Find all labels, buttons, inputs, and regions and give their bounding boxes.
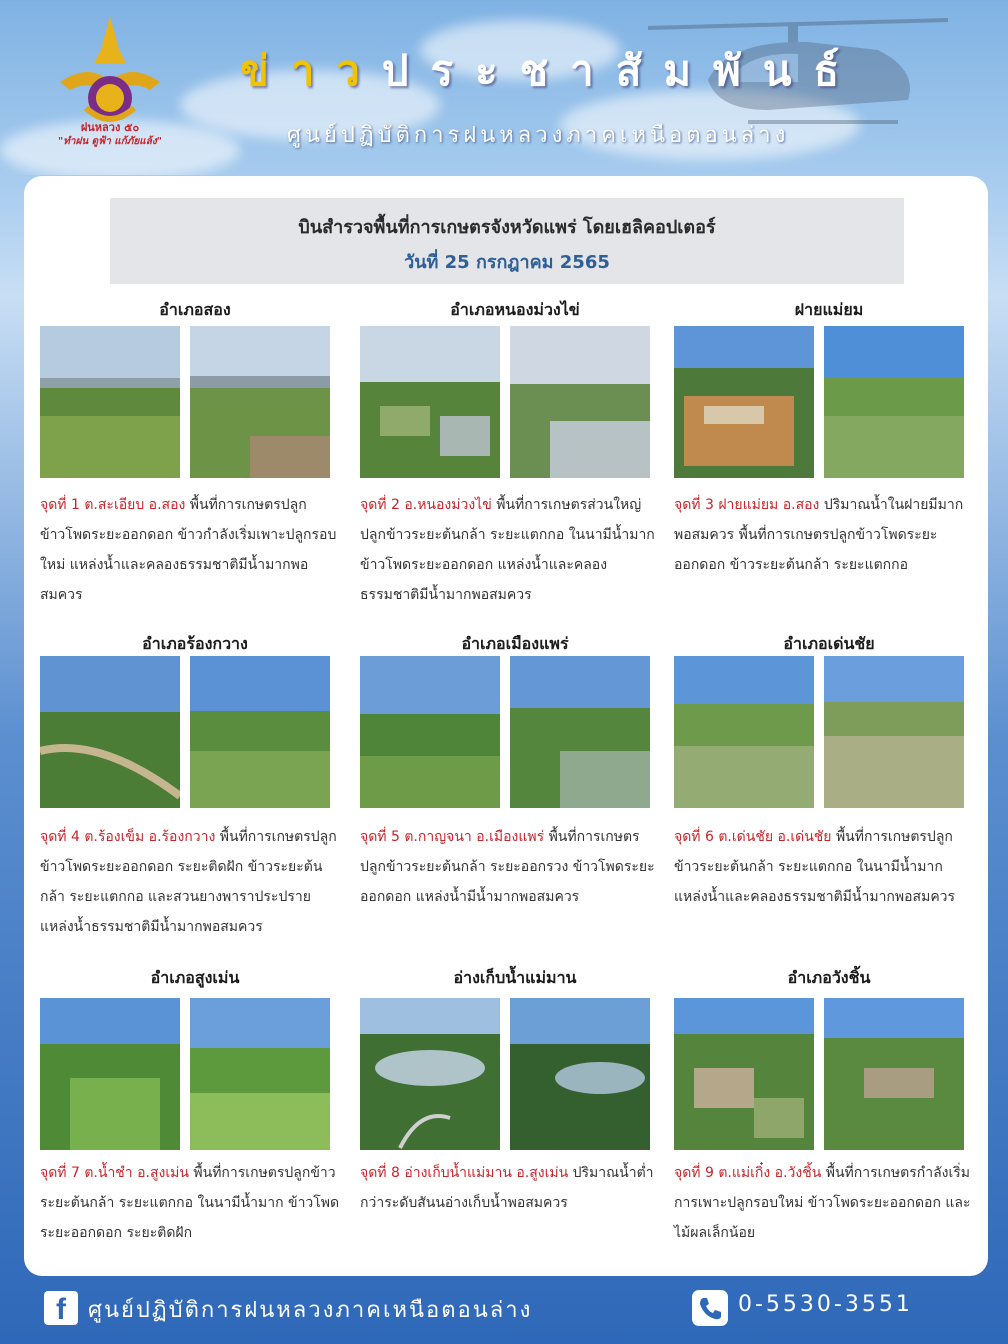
aerial-photo	[190, 998, 330, 1150]
aerial-photo	[824, 656, 964, 808]
point-text: พื้นที่การเกษตรปลูกข้าวระยะต้นกล้า ระยะแตกกอ ในนามีน้ำมาก ข้าวโพดระยะออกดอก ระยะติดฝัก	[40, 1165, 340, 1241]
point-description	[40, 1158, 340, 1248]
facebook-icon[interactable]: f	[44, 1291, 78, 1325]
point-label: จุดที่ 4 ต.ร้องเข็ม อ.ร้องกวาง	[40, 829, 216, 845]
aerial-photo	[824, 998, 964, 1150]
header-banner	[0, 0, 1008, 175]
section-6	[674, 632, 984, 962]
section-title: อำเภอสูงเม่น	[150, 968, 240, 987]
point-text: พื้นที่การเกษตรปลูกข้าวระยะต้นกล้า ระยะแตกกอ ในนามีน้ำมาก แหล่งน้ำและคลองธรรมชาติมีน้ำมากพอสมควร	[674, 829, 956, 905]
point-description	[40, 490, 340, 610]
aerial-photo	[40, 326, 180, 478]
phone-icon[interactable]	[692, 1290, 728, 1326]
section-2	[360, 298, 670, 603]
aerial-photo	[674, 998, 814, 1150]
point-description	[674, 1158, 974, 1248]
aerial-photo	[674, 656, 814, 808]
section-title: อำเภอสอง	[159, 300, 231, 319]
aerial-photo	[824, 326, 964, 478]
section-9	[674, 966, 984, 1266]
page-title-highlight: ข่าว	[240, 46, 382, 95]
emblem-caption: ฝนหลวง ๕๐	[80, 121, 140, 134]
section-3	[674, 298, 984, 598]
page-title-rest: ประชาสัมพันธ์	[381, 46, 862, 95]
point-description	[674, 822, 974, 912]
point-label: จุดที่ 1 ต.สะเอียบ อ.สอง	[40, 497, 186, 513]
page-subtitle: ศูนย์ปฏิบัติการฝนหลวงภาคเหนือตอนล่าง	[287, 123, 790, 148]
point-text: ปริมาณน้ำในฝายมีมากพอสมควร พื้นที่การเกษตรปลูกข้าวโพดระยะออกดอก ข้าวระยะต้นกล้า ระยะแตกกอ	[674, 497, 964, 573]
point-description	[360, 1158, 660, 1218]
aerial-photo	[190, 326, 330, 478]
aerial-photo	[360, 998, 500, 1150]
aerial-photo	[40, 998, 180, 1150]
facebook-page-name[interactable]: ศูนย์ปฏิบัติการฝนหลวงภาคเหนือตอนล่าง	[88, 1298, 533, 1323]
section-title: อำเภอหนองม่วงไข่	[450, 300, 580, 319]
aerial-photo	[510, 656, 650, 808]
aerial-photo	[360, 656, 500, 808]
point-description	[360, 822, 660, 912]
footer	[0, 1276, 1008, 1344]
point-description	[674, 490, 974, 580]
section-5	[360, 632, 670, 962]
point-label: จุดที่ 6 ต.เด่นชัย อ.เด่นชัย	[674, 829, 832, 845]
point-label: จุดที่ 8 อ่างเก็บน้ำแม่มาน อ.สูงเม่น	[360, 1165, 569, 1181]
section-title: ฝายแม่ยม	[794, 300, 864, 319]
aerial-photo	[674, 326, 814, 478]
content-card	[24, 176, 988, 1276]
point-label: จุดที่ 3 ฝายแม่ยม อ.สอง	[674, 497, 820, 513]
aerial-photo	[510, 998, 650, 1150]
aerial-photo	[360, 326, 500, 478]
point-label: จุดที่ 9 ต.แม่เกิ๋ง อ.วังชิ้น	[674, 1165, 822, 1181]
section-title: อำเภอเมืองแพร่	[461, 634, 569, 653]
point-text: พื้นที่การเกษตรกำลังเริ่มการเพาะปลูกรอบใหม่ ข้าวโพดระยะออกดอก และไม้ผลเล็กน้อย	[674, 1165, 971, 1241]
headline-date: วันที่ 25 กรกฎาคม 2565	[404, 252, 610, 273]
page-title	[240, 38, 861, 104]
section-1	[40, 298, 350, 603]
aerial-photo	[510, 326, 650, 478]
point-text: พื้นที่การเกษตรปลูกข้าวโพดระยะออกดอก ข้าวกำลังเริ่มเพาะปลูกรอบใหม่ แหล่งน้ำและคลองธรรมชาติมีน้ำมากพอสมควร	[40, 497, 337, 603]
section-7	[40, 966, 350, 1266]
headline-title: บินสำรวจพื้นที่การเกษตรจังหวัดแพร่ โดยเฮลิคอปเตอร์	[298, 217, 716, 238]
aerial-photo	[190, 656, 330, 808]
headline-box	[110, 198, 904, 284]
point-label: จุดที่ 7 ต.น้ำชำ อ.สูงเม่น	[40, 1165, 189, 1181]
point-description	[360, 490, 660, 610]
phone-number[interactable]: 0-5530-3551	[738, 1292, 913, 1317]
point-text: พื้นที่การเกษตรส่วนใหญ่ปลูกข้าวระยะต้นกล้า ระยะแตกกอ ในนามีน้ำมาก ข้าวโพดระยะออกดอก แหล่งน้ำและคลองธรรมชาติมีน้ำมากพอสมควร	[360, 497, 655, 603]
point-label: จุดที่ 2 อ.หนองม่วงไข่	[360, 497, 492, 513]
section-title: อำเภอวังชิ้น	[787, 968, 871, 987]
section-title: อ่างเก็บน้ำแม่มาน	[453, 968, 577, 987]
emblem-slogan: "ทำฝน ดูฟ้า แก้ภัยแล้ง"	[58, 136, 162, 147]
point-label: จุดที่ 5 ต.กาญจนา อ.เมืองแพร่	[360, 829, 545, 845]
section-title: อำเภอเด่นชัย	[783, 634, 875, 653]
point-text: ปริมาณน้ำต่ำกว่าระดับสันนอ่างเก็บน้ำพอสมควร	[360, 1165, 654, 1211]
point-description	[40, 822, 340, 942]
section-8	[360, 966, 670, 1266]
aerial-photo	[40, 656, 180, 808]
section-title: อำเภอร้องกวาง	[142, 634, 248, 653]
section-4	[40, 632, 350, 962]
point-text: พื้นที่การเกษตรปลูกข้าวโพดระยะออกดอก ระยะติดฝัก ข้าวระยะต้นกล้า ระยะแตกกอ และสวนยางพาราประปรายแหล่งน้ำธรรมชาติมีน้ำมากพอสมควร	[40, 829, 337, 935]
point-text: พื้นที่การเกษตรปลูกข้าวระยะต้นกล้า ระยะออกรวง ข้าวโพดระยะออกดอก แหล่งน้ำมีน้ำมากพอสมควร	[360, 829, 655, 905]
